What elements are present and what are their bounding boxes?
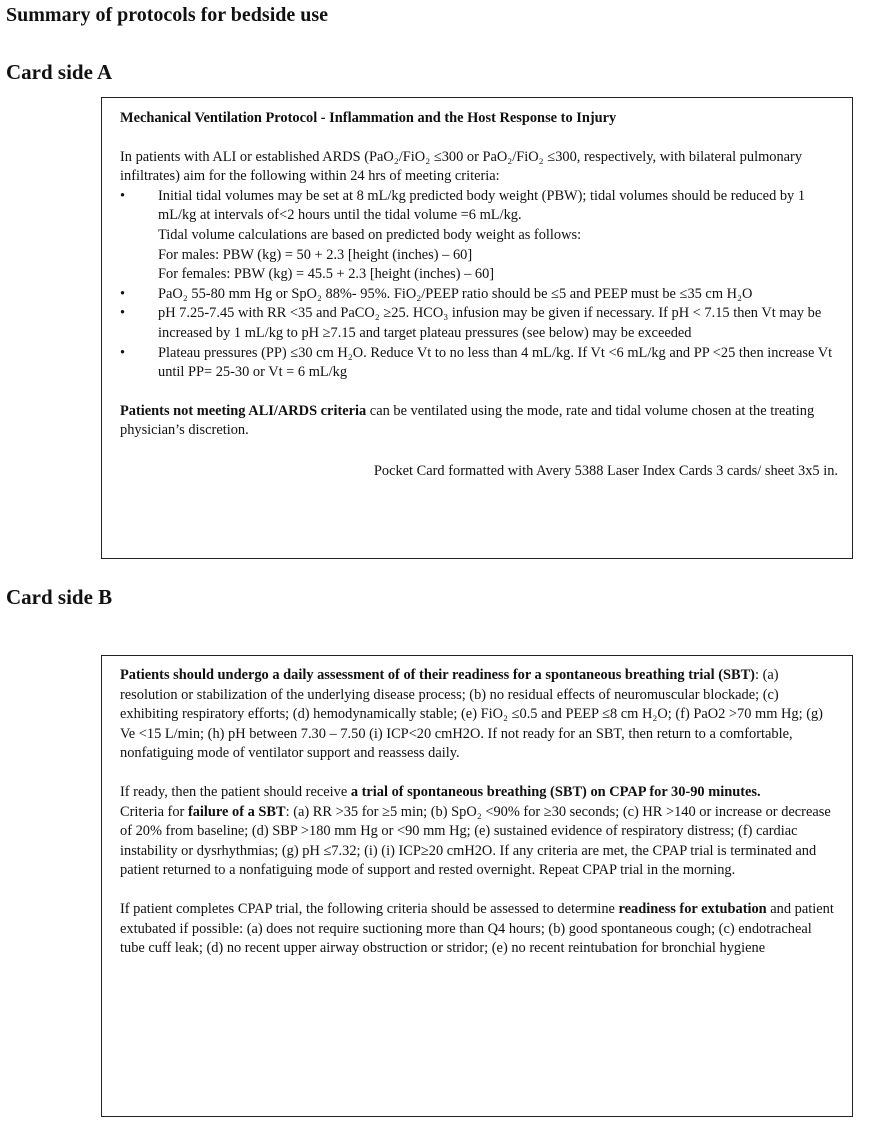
extubation-bold: readiness for extubation: [618, 900, 767, 917]
extubation-paragraph: [120, 900, 838, 959]
oxygenation-text: PaO₂ 55-80 mm Hg or SpO₂ 88%- 95%. FiO₂/PEEP ratio should be ≤5 and PEEP must be ≤35 cm H₂O: [158, 285, 753, 302]
ph-text: pH 7.25-7.45 with RR <35 and PaCO₂ ≥25. HCO₃ infusion may be given if necessary. If pH < 7.15 then Vt may be increased by 1 mL/kg to pH ≥7.15 and target plateau pressures (see below) may be exceeded: [158, 305, 822, 341]
list-item: [120, 285, 838, 305]
extubation-lead: If patient completes CPAP trial, the following criteria should be assessed to determine: [120, 900, 619, 917]
sbt-failure-rest: : (a) RR >35 for ≥5 min; (b) SpO₂ <90% for ≥30 seconds; (c) HR >140 or increase or decrease of 20% from baseline; (d) SBP >180 mm Hg or <90 mm Hg; (e) sustained evidence of respiratory distress; (f) cardiac instability or dysrhythmias; (g) pH ≤7.32; (i) (i) ICP≥20 cmH2O. If any criteria are met, the CPAP trial is terminated and patient returned to a nonfatiguing mode of support and rested overnight. Repeat CPAP trial in the morning.: [120, 803, 831, 879]
card-a-criteria-list: [120, 187, 838, 383]
bullet-icon: •: [120, 285, 126, 302]
list-item: [120, 304, 838, 343]
bullet-icon: •: [120, 344, 126, 361]
non-criteria-bold: Patients not meeting ALI/ARDS criteria: [120, 402, 367, 419]
sbt-failure-lead: Criteria for: [120, 803, 188, 820]
card-side-b-label: Card side B: [6, 585, 113, 609]
pbw-females: For females: PBW (kg) = 45.5 + 2.3 [height (inches) – 60]: [158, 266, 495, 283]
card-side-a-label: Card side A: [6, 60, 113, 84]
card-side-a: [101, 97, 853, 559]
bullet-icon: •: [120, 187, 126, 204]
extubation-rest: and patient extubated if possible: (a) does not require suctioning more than Q4 hours; (b) good spontaneous cough; (c) endotracheal tube cuff leak; (d) no recent upper airway obstruction or stridor; (e) no recent reintubation for bronchial hygiene: [120, 900, 834, 957]
bullet-icon: •: [120, 305, 126, 322]
card-a-heading: Mechanical Ventilation Protocol - Inflammation and the Host Response to Injury: [120, 110, 617, 126]
pbw-intro: Tidal volume calculations are based on predicted body weight as follows:: [158, 226, 582, 243]
list-item: [120, 344, 838, 383]
page-title: Summary of protocols for bedside use: [6, 4, 329, 26]
card-side-b: [101, 655, 853, 1117]
sbt-failure-bold: failure of a SBT: [187, 803, 286, 820]
card-a-intro: In patients with ALI or established ARDS (PaO₂/FiO₂ ≤300 or PaO₂/FiO₂ ≤300, respectively, with bilateral pulmonary infiltrates) aim for the following within 24 hrs of meeting criteria:: [120, 148, 803, 185]
sbt-assessment-rest: : (a) resolution or stabilization of the underlying disease process; (b) no residual effects of neuromuscular blockade; (c) exhibiting respiratory efforts; (d) hemodynamically stable; (e) FiO₂ ≤0.5 and PEEP ≤8 cm H₂O; (f) PaO2 >70 mm Hg; (g) Ve <15 L/min; (h) pH between 7.30 – 7.50 (i) ICP<20 cmH2O. If not ready for an SBT, then return to a comfortable, nonfatiguing mode of ventilator support and reassess daily.: [120, 667, 823, 762]
list-item: [120, 187, 838, 285]
sbt-assessment-paragraph: [120, 666, 838, 764]
non-criteria-paragraph: [120, 402, 838, 441]
pbw-males: For males: PBW (kg) = 50 + 2.3 [height (inches) – 60]: [158, 246, 473, 263]
sbt-assessment-bold: Patients should undergo a daily assessment of of their readiness for a spontaneous breathing trial (SBT): [120, 667, 755, 683]
plateau-text: Plateau pressures (PP) ≤30 cm H₂O. Reduce Vt to no less than 4 mL/kg. If Vt <6 mL/kg and PP <25 then increase Vt until PP= 25-30 or Vt = 6 mL/kg: [158, 344, 833, 381]
non-criteria-rest: can be ventilated using the mode, rate and tidal volume chosen at the treating physician’s discretion.: [120, 402, 815, 439]
sbt-trial-lead: If ready, then the patient should receive: [120, 783, 351, 800]
sbt-failure-paragraph: [120, 803, 838, 881]
sbt-trial-bold: a trial of spontaneous breathing (SBT) on CPAP for 30-90 minutes.: [350, 783, 761, 800]
card-a-footer-note: Pocket Card formatted with Avery 5388 Laser Index Cards 3 cards/ sheet 3x5 in.: [373, 462, 838, 479]
tidal-volume-text: Initial tidal volumes may be set at 8 mL/kg predicted body weight (PBW); tidal volumes should be reduced by 1 mL/kg at intervals of<2 hours until the tidal volume =6 mL/kg.: [158, 187, 806, 224]
sbt-trial-paragraph: [120, 783, 838, 803]
